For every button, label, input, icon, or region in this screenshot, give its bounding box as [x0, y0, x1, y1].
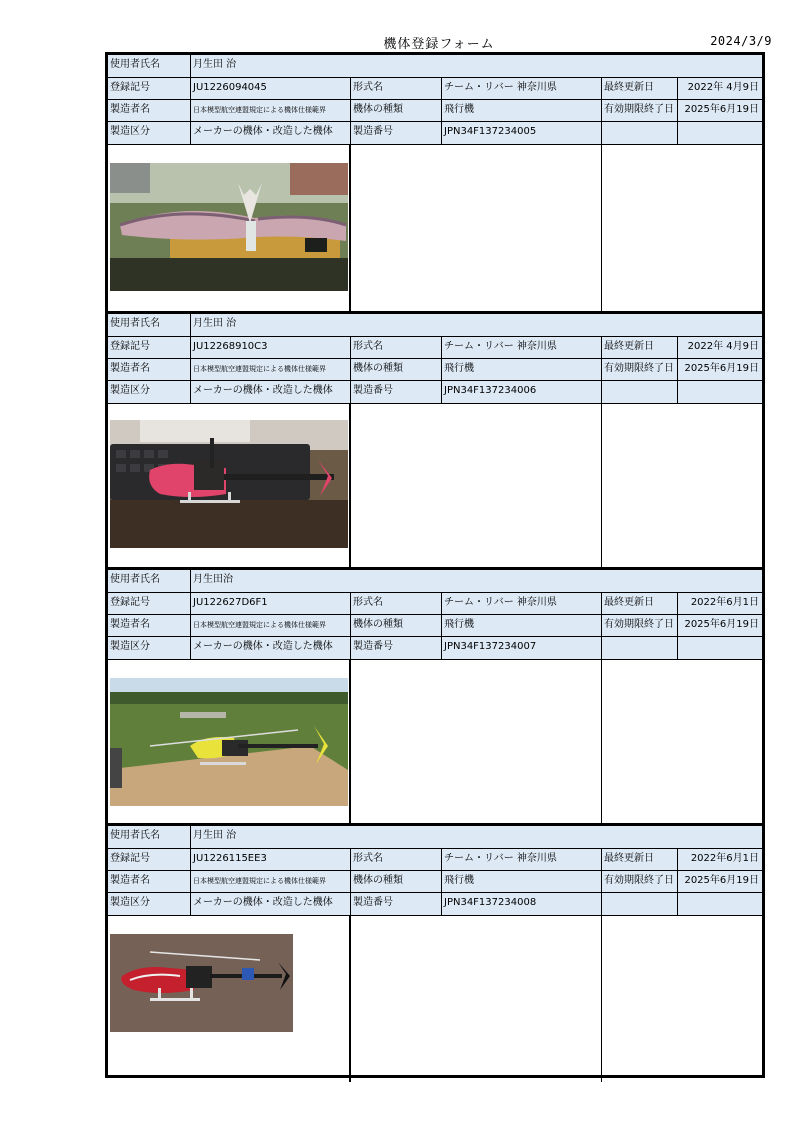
aircraft-record — [108, 567, 762, 826]
photo-column — [108, 660, 351, 826]
serial-value: JPN34F137234008 — [442, 893, 602, 916]
maker-label: 製造者名 — [108, 100, 191, 122]
kind-value: 飛行機 — [442, 359, 602, 381]
maker-label: 製造者名 — [108, 871, 191, 893]
category-value: メーカーの機体・改造した機体 — [191, 122, 351, 145]
model-value: チーム・リバー 神奈川県 — [442, 593, 602, 615]
model-label: 形式名 — [351, 78, 442, 100]
kind-value: 飛行機 — [442, 100, 602, 122]
expiry-value: 2025年6月19日 — [678, 100, 762, 122]
reg-label: 登録記号 — [108, 78, 191, 100]
empty-cell — [602, 381, 678, 404]
serial-label: 製造番号 — [351, 637, 442, 660]
expiry-value: 2025年6月19日 — [678, 615, 762, 637]
user-label: 使用者氏名 — [108, 55, 191, 78]
empty-cell — [678, 893, 762, 916]
category-label: 製造区分 — [108, 381, 191, 404]
aircraft-photo — [110, 163, 348, 291]
serial-value: JPN34F137234006 — [442, 381, 602, 404]
serial-label: 製造番号 — [351, 381, 442, 404]
empty-cell — [602, 637, 678, 660]
kind-label: 機体の種類 — [351, 871, 442, 893]
maker-value: 日本模型航空連盟規定による機体仕様範界 — [191, 871, 351, 893]
updated-value: 2022年 4月9日 — [678, 78, 762, 100]
user-label: 使用者氏名 — [108, 314, 191, 337]
blank-column — [602, 145, 762, 311]
reg-value: JU12268910C3 — [191, 337, 351, 359]
blank-column — [351, 660, 602, 826]
expiry-label: 有効期限終了日 — [602, 359, 678, 381]
reg-value: JU1226115EE3 — [191, 849, 351, 871]
serial-label: 製造番号 — [351, 893, 442, 916]
blank-column — [351, 145, 602, 311]
user-value: 月生田 治 — [191, 55, 762, 78]
reg-label: 登録記号 — [108, 337, 191, 359]
updated-label: 最終更新日 — [602, 337, 678, 359]
photo-column — [108, 404, 351, 570]
updated-label: 最終更新日 — [602, 593, 678, 615]
user-label: 使用者氏名 — [108, 826, 191, 849]
maker-label: 製造者名 — [108, 359, 191, 381]
model-label: 形式名 — [351, 593, 442, 615]
updated-value: 2022年6月1日 — [678, 849, 762, 871]
updated-value: 2022年 4月9日 — [678, 337, 762, 359]
serial-label: 製造番号 — [351, 122, 442, 145]
category-value: メーカーの機体・改造した機体 — [191, 637, 351, 660]
registration-form — [105, 52, 765, 1078]
blank-column — [351, 404, 602, 570]
reg-label: 登録記号 — [108, 849, 191, 871]
user-label: 使用者氏名 — [108, 570, 191, 593]
serial-value: JPN34F137234005 — [442, 122, 602, 145]
maker-value: 日本模型航空連盟規定による機体仕様範界 — [191, 100, 351, 122]
aircraft-photo — [110, 678, 348, 806]
photo-area — [108, 404, 762, 570]
kind-label: 機体の種類 — [351, 100, 442, 122]
updated-label: 最終更新日 — [602, 849, 678, 871]
maker-value: 日本模型航空連盟規定による機体仕様範界 — [191, 615, 351, 637]
photo-column — [108, 145, 351, 311]
category-label: 製造区分 — [108, 637, 191, 660]
reg-value: JU122627D6F1 — [191, 593, 351, 615]
expiry-label: 有効期限終了日 — [602, 615, 678, 637]
photo-area — [108, 916, 762, 1082]
blank-column — [602, 916, 762, 1082]
model-value: チーム・リバー 神奈川県 — [442, 78, 602, 100]
model-label: 形式名 — [351, 337, 442, 359]
model-value: チーム・リバー 神奈川県 — [442, 337, 602, 359]
user-value: 月生田 治 — [191, 314, 762, 337]
maker-label: 製造者名 — [108, 615, 191, 637]
updated-value: 2022年6月1日 — [678, 593, 762, 615]
expiry-value: 2025年6月19日 — [678, 359, 762, 381]
page-title: 機体登録フォーム — [383, 37, 495, 52]
blank-column — [602, 404, 762, 570]
user-value: 月生田治 — [191, 570, 762, 593]
empty-cell — [678, 122, 762, 145]
category-value: メーカーの機体・改造した機体 — [191, 893, 351, 916]
expiry-value: 2025年6月19日 — [678, 871, 762, 893]
expiry-label: 有効期限終了日 — [602, 871, 678, 893]
photo-area — [108, 660, 762, 826]
blank-column — [351, 916, 602, 1082]
model-value: チーム・リバー 神奈川県 — [442, 849, 602, 871]
aircraft-record — [108, 311, 762, 570]
print-date: 2024/3/9 — [710, 34, 772, 48]
kind-label: 機体の種類 — [351, 615, 442, 637]
expiry-label: 有効期限終了日 — [602, 100, 678, 122]
aircraft-record — [108, 823, 762, 1082]
kind-value: 飛行機 — [442, 615, 602, 637]
model-label: 形式名 — [351, 849, 442, 871]
user-value: 月生田 治 — [191, 826, 762, 849]
category-value: メーカーの機体・改造した機体 — [191, 381, 351, 404]
kind-value: 飛行機 — [442, 871, 602, 893]
category-label: 製造区分 — [108, 122, 191, 145]
empty-cell — [678, 637, 762, 660]
aircraft-photo — [110, 420, 348, 548]
maker-value: 日本模型航空連盟規定による機体仕様範界 — [191, 359, 351, 381]
serial-value: JPN34F137234007 — [442, 637, 602, 660]
photo-area — [108, 145, 762, 311]
blank-column — [602, 660, 762, 826]
photo-column — [108, 916, 351, 1082]
aircraft-record — [108, 55, 762, 311]
empty-cell — [602, 122, 678, 145]
empty-cell — [678, 381, 762, 404]
aircraft-photo — [110, 934, 293, 1032]
updated-label: 最終更新日 — [602, 78, 678, 100]
reg-label: 登録記号 — [108, 593, 191, 615]
category-label: 製造区分 — [108, 893, 191, 916]
empty-cell — [602, 893, 678, 916]
reg-value: JU1226094045 — [191, 78, 351, 100]
kind-label: 機体の種類 — [351, 359, 442, 381]
